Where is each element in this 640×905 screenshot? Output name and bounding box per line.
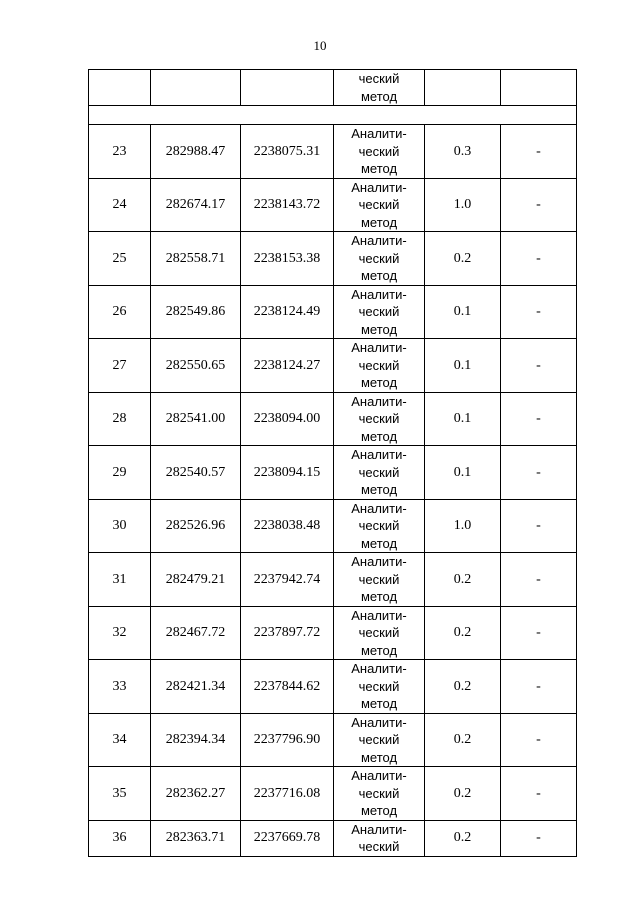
method-line: ческий	[358, 464, 400, 480]
cell-number: 23	[89, 125, 151, 179]
cell-y: 2238075.31	[241, 125, 334, 179]
method-line: Аналити-	[351, 286, 407, 302]
cell-number: 24	[89, 178, 151, 232]
method-line: Аналити-	[351, 126, 407, 141]
method-line: метод	[360, 268, 398, 283]
cell-x: 282540.57	[151, 446, 241, 500]
cell-number: 25	[89, 232, 151, 286]
table-row	[89, 499, 577, 553]
cell-method	[334, 70, 425, 106]
cell-note: -	[501, 820, 577, 856]
table-row	[89, 285, 577, 339]
cell-y	[241, 70, 334, 106]
cell-note: -	[501, 178, 577, 232]
method-line: метод	[360, 321, 398, 337]
cell-x: 282549.86	[151, 285, 241, 339]
spacer-cell	[89, 106, 577, 125]
method-line: Аналити-	[351, 447, 407, 462]
method-line: метод	[360, 161, 398, 176]
cell-method	[334, 285, 425, 339]
cell-y: 2238094.00	[241, 392, 334, 446]
method-line: ческий	[358, 411, 400, 426]
cell-note: -	[501, 713, 577, 767]
spacer-row	[89, 106, 577, 125]
method-line: ческий	[358, 197, 400, 212]
cell-number: 33	[89, 660, 151, 714]
cell-x: 282363.71	[151, 820, 241, 856]
cell-number: 32	[89, 606, 151, 660]
cell-note	[501, 70, 577, 106]
cell-x: 282541.00	[151, 392, 241, 446]
cell-note: -	[501, 392, 577, 446]
method-line: ческий	[358, 143, 400, 159]
cell-accuracy: 0.2	[425, 660, 501, 714]
cell-accuracy: 0.1	[425, 339, 501, 393]
cell-y: 2238094.15	[241, 446, 334, 500]
table-row	[89, 767, 577, 821]
method-line: Аналити-	[351, 500, 407, 516]
coordinates-table	[88, 69, 577, 857]
cell-note: -	[501, 125, 577, 179]
method-line: Аналити-	[351, 607, 407, 623]
method-line: Аналити-	[351, 661, 407, 676]
cell-x: 282526.96	[151, 499, 241, 553]
cell-accuracy: 1.0	[425, 178, 501, 232]
method-line: метод	[360, 535, 398, 551]
cell-accuracy: 0.1	[425, 446, 501, 500]
cell-x: 282550.65	[151, 339, 241, 393]
method-line: метод	[360, 482, 398, 497]
table-row	[89, 553, 577, 607]
method-line: ческий	[358, 839, 400, 854]
cell-method	[334, 606, 425, 660]
cell-y: 2237796.90	[241, 713, 334, 767]
cell-note: -	[501, 285, 577, 339]
cell-number: 34	[89, 713, 151, 767]
method-line: Аналити-	[351, 554, 407, 569]
method-line: Аналити-	[351, 179, 407, 195]
cell-accuracy: 0.2	[425, 232, 501, 286]
cell-number: 27	[89, 339, 151, 393]
table-row	[89, 606, 577, 660]
cell-y: 2237669.78	[241, 820, 334, 856]
method-line: метод	[360, 88, 398, 104]
cell-x: 282362.27	[151, 767, 241, 821]
method-line: ческий	[358, 571, 400, 587]
cell-number	[89, 70, 151, 106]
cell-x	[151, 70, 241, 106]
cell-method	[334, 499, 425, 553]
cell-accuracy: 0.2	[425, 767, 501, 821]
method-line: метод	[360, 428, 398, 444]
page-number: 10	[313, 38, 327, 53]
cell-accuracy: 1.0	[425, 499, 501, 553]
cell-y: 2238153.38	[241, 232, 334, 286]
cell-method	[334, 660, 425, 714]
method-line: Аналити-	[351, 340, 407, 355]
cell-method	[334, 767, 425, 821]
cell-method	[334, 713, 425, 767]
cell-number: 35	[89, 767, 151, 821]
method-line: метод	[360, 642, 398, 658]
cell-method	[334, 178, 425, 232]
method-line: ческий	[358, 518, 400, 533]
method-line: ческий	[358, 732, 400, 747]
table-row	[89, 392, 577, 446]
cell-method	[334, 125, 425, 179]
cell-x: 282479.21	[151, 553, 241, 607]
method-line: метод	[360, 696, 398, 711]
method-line: ческий	[358, 357, 400, 373]
cell-note: -	[501, 606, 577, 660]
cell-number: 30	[89, 499, 151, 553]
method-line: ческий	[358, 678, 400, 694]
method-line: метод	[360, 803, 398, 818]
table-row	[89, 713, 577, 767]
cell-accuracy: 0.3	[425, 125, 501, 179]
cell-x: 282467.72	[151, 606, 241, 660]
table-row	[89, 232, 577, 286]
cell-number: 28	[89, 392, 151, 446]
cell-x: 282988.47	[151, 125, 241, 179]
cell-note: -	[501, 446, 577, 500]
cell-number: 29	[89, 446, 151, 500]
cell-y: 2237716.08	[241, 767, 334, 821]
cell-note: -	[501, 660, 577, 714]
cell-method	[334, 392, 425, 446]
method-line: ческий	[358, 304, 400, 319]
cell-y: 2237897.72	[241, 606, 334, 660]
method-line: ческий	[358, 785, 400, 801]
cell-accuracy: 0.2	[425, 553, 501, 607]
cell-x: 282674.17	[151, 178, 241, 232]
cell-y: 2238143.72	[241, 178, 334, 232]
cell-accuracy: 0.1	[425, 285, 501, 339]
table-row	[89, 660, 577, 714]
method-line: Аналити-	[351, 393, 407, 409]
cell-x: 282394.34	[151, 713, 241, 767]
cell-method	[334, 820, 425, 856]
cell-y: 2237942.74	[241, 553, 334, 607]
cell-method	[334, 553, 425, 607]
table-row	[89, 820, 577, 856]
cell-number: 26	[89, 285, 151, 339]
cell-accuracy	[425, 70, 501, 106]
method-line: метод	[360, 375, 398, 390]
cell-x: 282421.34	[151, 660, 241, 714]
method-line: Аналити-	[351, 768, 407, 783]
cell-note: -	[501, 553, 577, 607]
table-row	[89, 125, 577, 179]
cell-accuracy: 0.2	[425, 713, 501, 767]
cell-y: 2237844.62	[241, 660, 334, 714]
method-line: метод	[360, 214, 398, 230]
cell-method	[334, 232, 425, 286]
method-line: Аналити-	[351, 821, 407, 837]
method-line: ческий	[358, 250, 400, 266]
cell-x: 282558.71	[151, 232, 241, 286]
continuation-row	[89, 70, 577, 106]
method-line: метод	[360, 749, 398, 765]
cell-number: 31	[89, 553, 151, 607]
cell-note: -	[501, 499, 577, 553]
cell-y: 2238038.48	[241, 499, 334, 553]
cell-accuracy: 0.1	[425, 392, 501, 446]
cell-accuracy: 0.2	[425, 820, 501, 856]
method-line: ческий	[358, 71, 400, 86]
table-row	[89, 446, 577, 500]
cell-note: -	[501, 767, 577, 821]
cell-note: -	[501, 232, 577, 286]
table-row	[89, 339, 577, 393]
table-row	[89, 178, 577, 232]
cell-y: 2238124.49	[241, 285, 334, 339]
cell-note: -	[501, 339, 577, 393]
table-body	[89, 70, 577, 857]
method-line: Аналити-	[351, 714, 407, 730]
cell-method	[334, 339, 425, 393]
method-line: Аналити-	[351, 233, 407, 248]
cell-method	[334, 446, 425, 500]
cell-number: 36	[89, 820, 151, 856]
method-line: метод	[360, 589, 398, 604]
method-line: ческий	[358, 625, 400, 640]
cell-accuracy: 0.2	[425, 606, 501, 660]
cell-y: 2238124.27	[241, 339, 334, 393]
